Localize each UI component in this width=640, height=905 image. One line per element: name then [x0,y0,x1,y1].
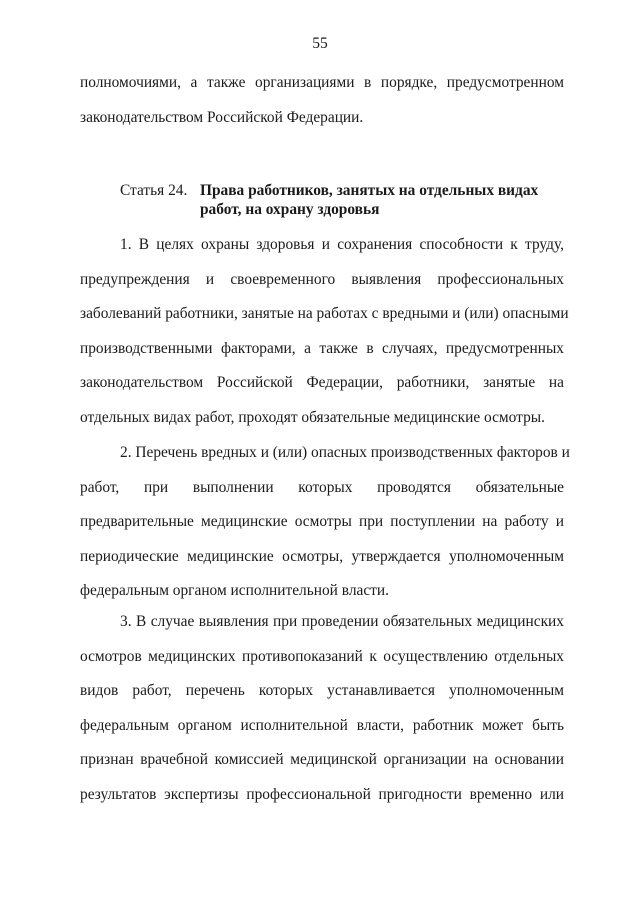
page-number: 55 [312,35,328,52]
text-line: 3. В случае выявления при проведении обязательных медицинских [120,613,564,630]
text-line: предварительные медицинские осмотры при поступлении на работу и [80,513,564,531]
text-line: периодические медицинские осмотры, утверждается уполномоченным [80,547,564,565]
text-line: признан врачебной комиссией медицинской организации на основании [80,751,564,769]
text-line: заболеваний работники, занятые на работах с вредными и (или) опасными [80,305,569,323]
text-line: законодательством Российской Федерации. [80,108,364,126]
article-title-line: Права работников, занятых на отдельных видах [200,182,539,199]
article-title [200,181,570,219]
text-line: федеральным органом исполнительной власти, работник может быть [80,716,564,734]
text-line: 2. Перечень вредных и (или) опасных производственных факторов и [120,444,570,461]
paragraph-3 [80,605,564,813]
paragraph-1 [80,228,569,436]
article-label: Статья 24. [120,182,188,199]
text-line: производственными факторами, а также в случаях, предусмотренных [80,339,564,357]
text-line: предупреждения и своевременного выявления профессиональных [80,270,564,288]
article-title-line: работ, на охрану здоровья [200,201,380,218]
text-line: законодательством Российской Федерации, работники, занятые на [80,374,564,392]
text-line: осмотров медицинских противопоказаний к осуществлению отдельных [80,647,564,665]
intro-paragraph [80,66,564,135]
text-line: работ, при выполнении которых проводятся обязательные [80,478,564,496]
text-line: полномочиями, а также организациями в порядке, предусмотренном [80,74,564,91]
text-line: 1. В целях охраны здоровья и сохранения способности к труду, [120,236,564,253]
text-line: результатов экспертизы профессиональной пригодности временно или [80,785,564,803]
paragraph-2 [80,436,570,609]
text-line: видов работ, перечень которых устанавливается уполномоченным [80,682,564,700]
text-line: федеральным органом исполнительной власти. [80,582,389,600]
text-line: отдельных видах работ, проходят обязательные медицинские осмотры. [80,408,545,426]
